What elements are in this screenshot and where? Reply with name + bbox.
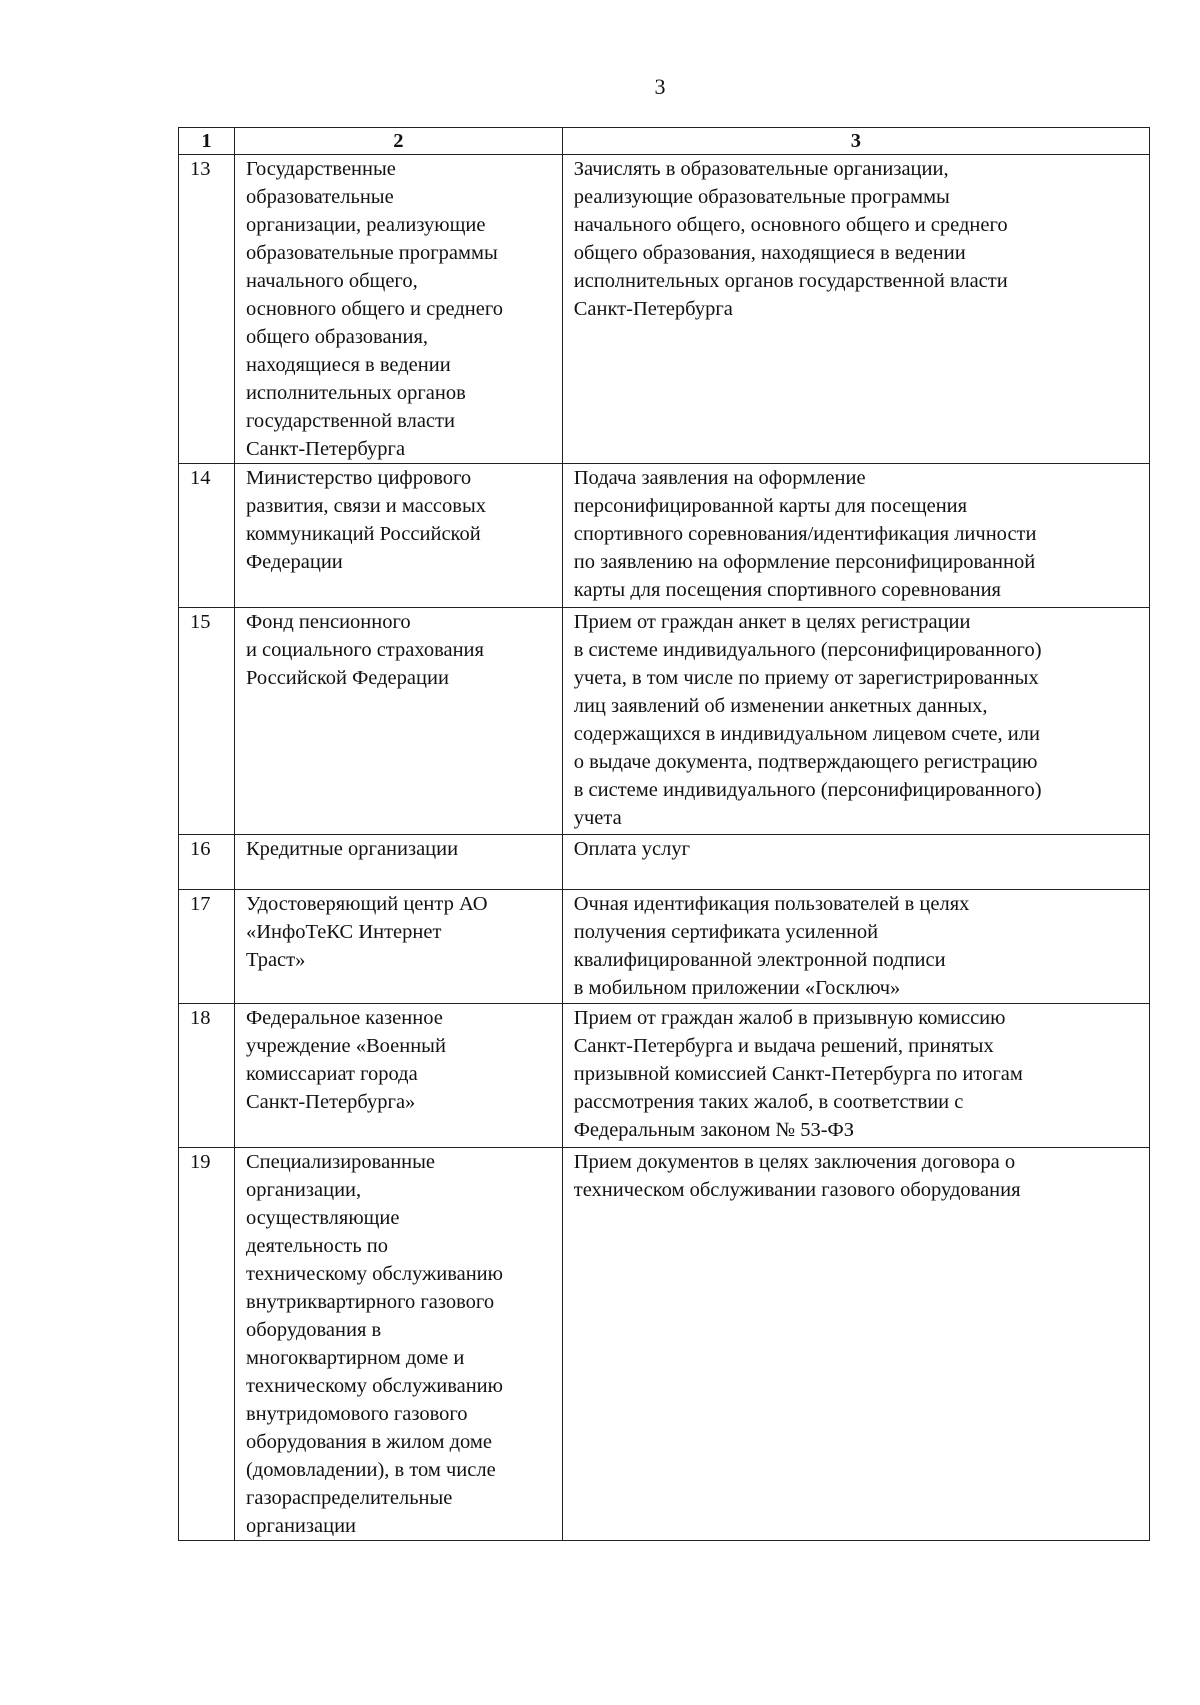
table-row — [179, 608, 1150, 835]
organization-text: Государственные образовательные организации, реализующие образовательные программы начального общего, основного общего и среднего общего образования, находящиеся в ведении исполнительных органов государственной власти Санкт-Петербурга — [245, 158, 503, 460]
service-cell — [562, 1004, 1149, 1148]
service-cell — [562, 464, 1149, 608]
organization-cell — [234, 464, 562, 608]
table-row — [179, 890, 1150, 1004]
organization-text: Фонд пенсионного и социального страхования Российской Федерации — [245, 611, 484, 689]
service-cell — [562, 608, 1149, 835]
row-number: 18 — [179, 1004, 235, 1148]
service-text: Оплата услуг — [573, 838, 690, 860]
row-number: 13 — [179, 155, 235, 464]
service-text: Подача заявления на оформление персонифицированной карты для посещения спортивного соревнования/идентификация личности по заявлению на оформление персонифицированной карты для посещения спортивного соревнования — [573, 467, 1037, 601]
table-row — [179, 835, 1150, 890]
organization-cell — [234, 608, 562, 835]
table-header-row — [179, 128, 1150, 155]
service-cell — [562, 1148, 1149, 1541]
page-number: 3 — [654, 74, 666, 99]
organization-cell — [234, 155, 562, 464]
services-table — [178, 127, 1150, 1541]
service-text: Зачислять в образовательные организации, реализующие образовательные программы начального общего, основного общего и среднего общего образования, находящиеся в ведении исполнительных органов государственной власти Санкт-Петербурга — [573, 158, 1008, 320]
service-text: Прием от граждан анкет в целях регистрации в системе индивидуального (персонифицированного) учета, в том числе по приему от зарегистрированных лиц заявлений об изменении анкетных данных, содержащихся в индивидуальном лицевом счете, или о выдаче документа, подтверждающего регистрацию в системе индивидуального (персонифицированного) учета — [573, 611, 1042, 829]
service-text: Прием от граждан жалоб в призывную комиссию Санкт-Петербурга и выдача решений, принятых призывной комиссией Санкт-Петербурга по итогам рассмотрения таких жалоб, в соответствии с Федеральным законом № 53-ФЗ — [573, 1007, 1023, 1141]
organization-text: Кредитные организации — [245, 838, 459, 860]
organization-text: Министерство цифрового развития, связи и массовых коммуникаций Российской Федерации — [245, 467, 486, 573]
table-row — [179, 1148, 1150, 1541]
header-col-1: 1 — [179, 128, 235, 155]
service-cell — [562, 890, 1149, 1004]
organization-text: Специализированные организации, осуществляющие деятельность по техническому обслуживанию внутриквартирного газового оборудования в многоквартирном доме и техническому обслуживанию внутридомового газового оборудования в жилом доме (домовладении), в том числе газораспределительные организации — [245, 1151, 503, 1537]
header-col-2: 2 — [234, 128, 562, 155]
row-number: 16 — [179, 835, 235, 890]
table-row — [179, 464, 1150, 608]
row-number: 15 — [179, 608, 235, 835]
service-cell — [562, 155, 1149, 464]
row-number: 14 — [179, 464, 235, 608]
table-row — [179, 1004, 1150, 1148]
organization-text: Федеральное казенное учреждение «Военный комиссариат города Санкт-Петербурга» — [245, 1007, 446, 1113]
organization-cell — [234, 835, 562, 890]
service-text: Очная идентификация пользователей в целях получения сертификата усиленной квалифицированной электронной подписи в мобильном приложении «Госключ» — [573, 893, 970, 999]
organization-text: Удостоверяющий центр АО «ИнфоТеКС Интернет Траст» — [245, 893, 488, 971]
service-text: Прием документов в целях заключения договора о техническом обслуживании газового оборудования — [573, 1151, 1021, 1201]
row-number: 17 — [179, 890, 235, 1004]
organization-cell — [234, 1148, 562, 1541]
table-row — [179, 155, 1150, 464]
service-cell — [562, 835, 1149, 890]
organization-cell — [234, 890, 562, 1004]
header-col-3: 3 — [562, 128, 1149, 155]
row-number: 19 — [179, 1148, 235, 1541]
organization-cell — [234, 1004, 562, 1148]
